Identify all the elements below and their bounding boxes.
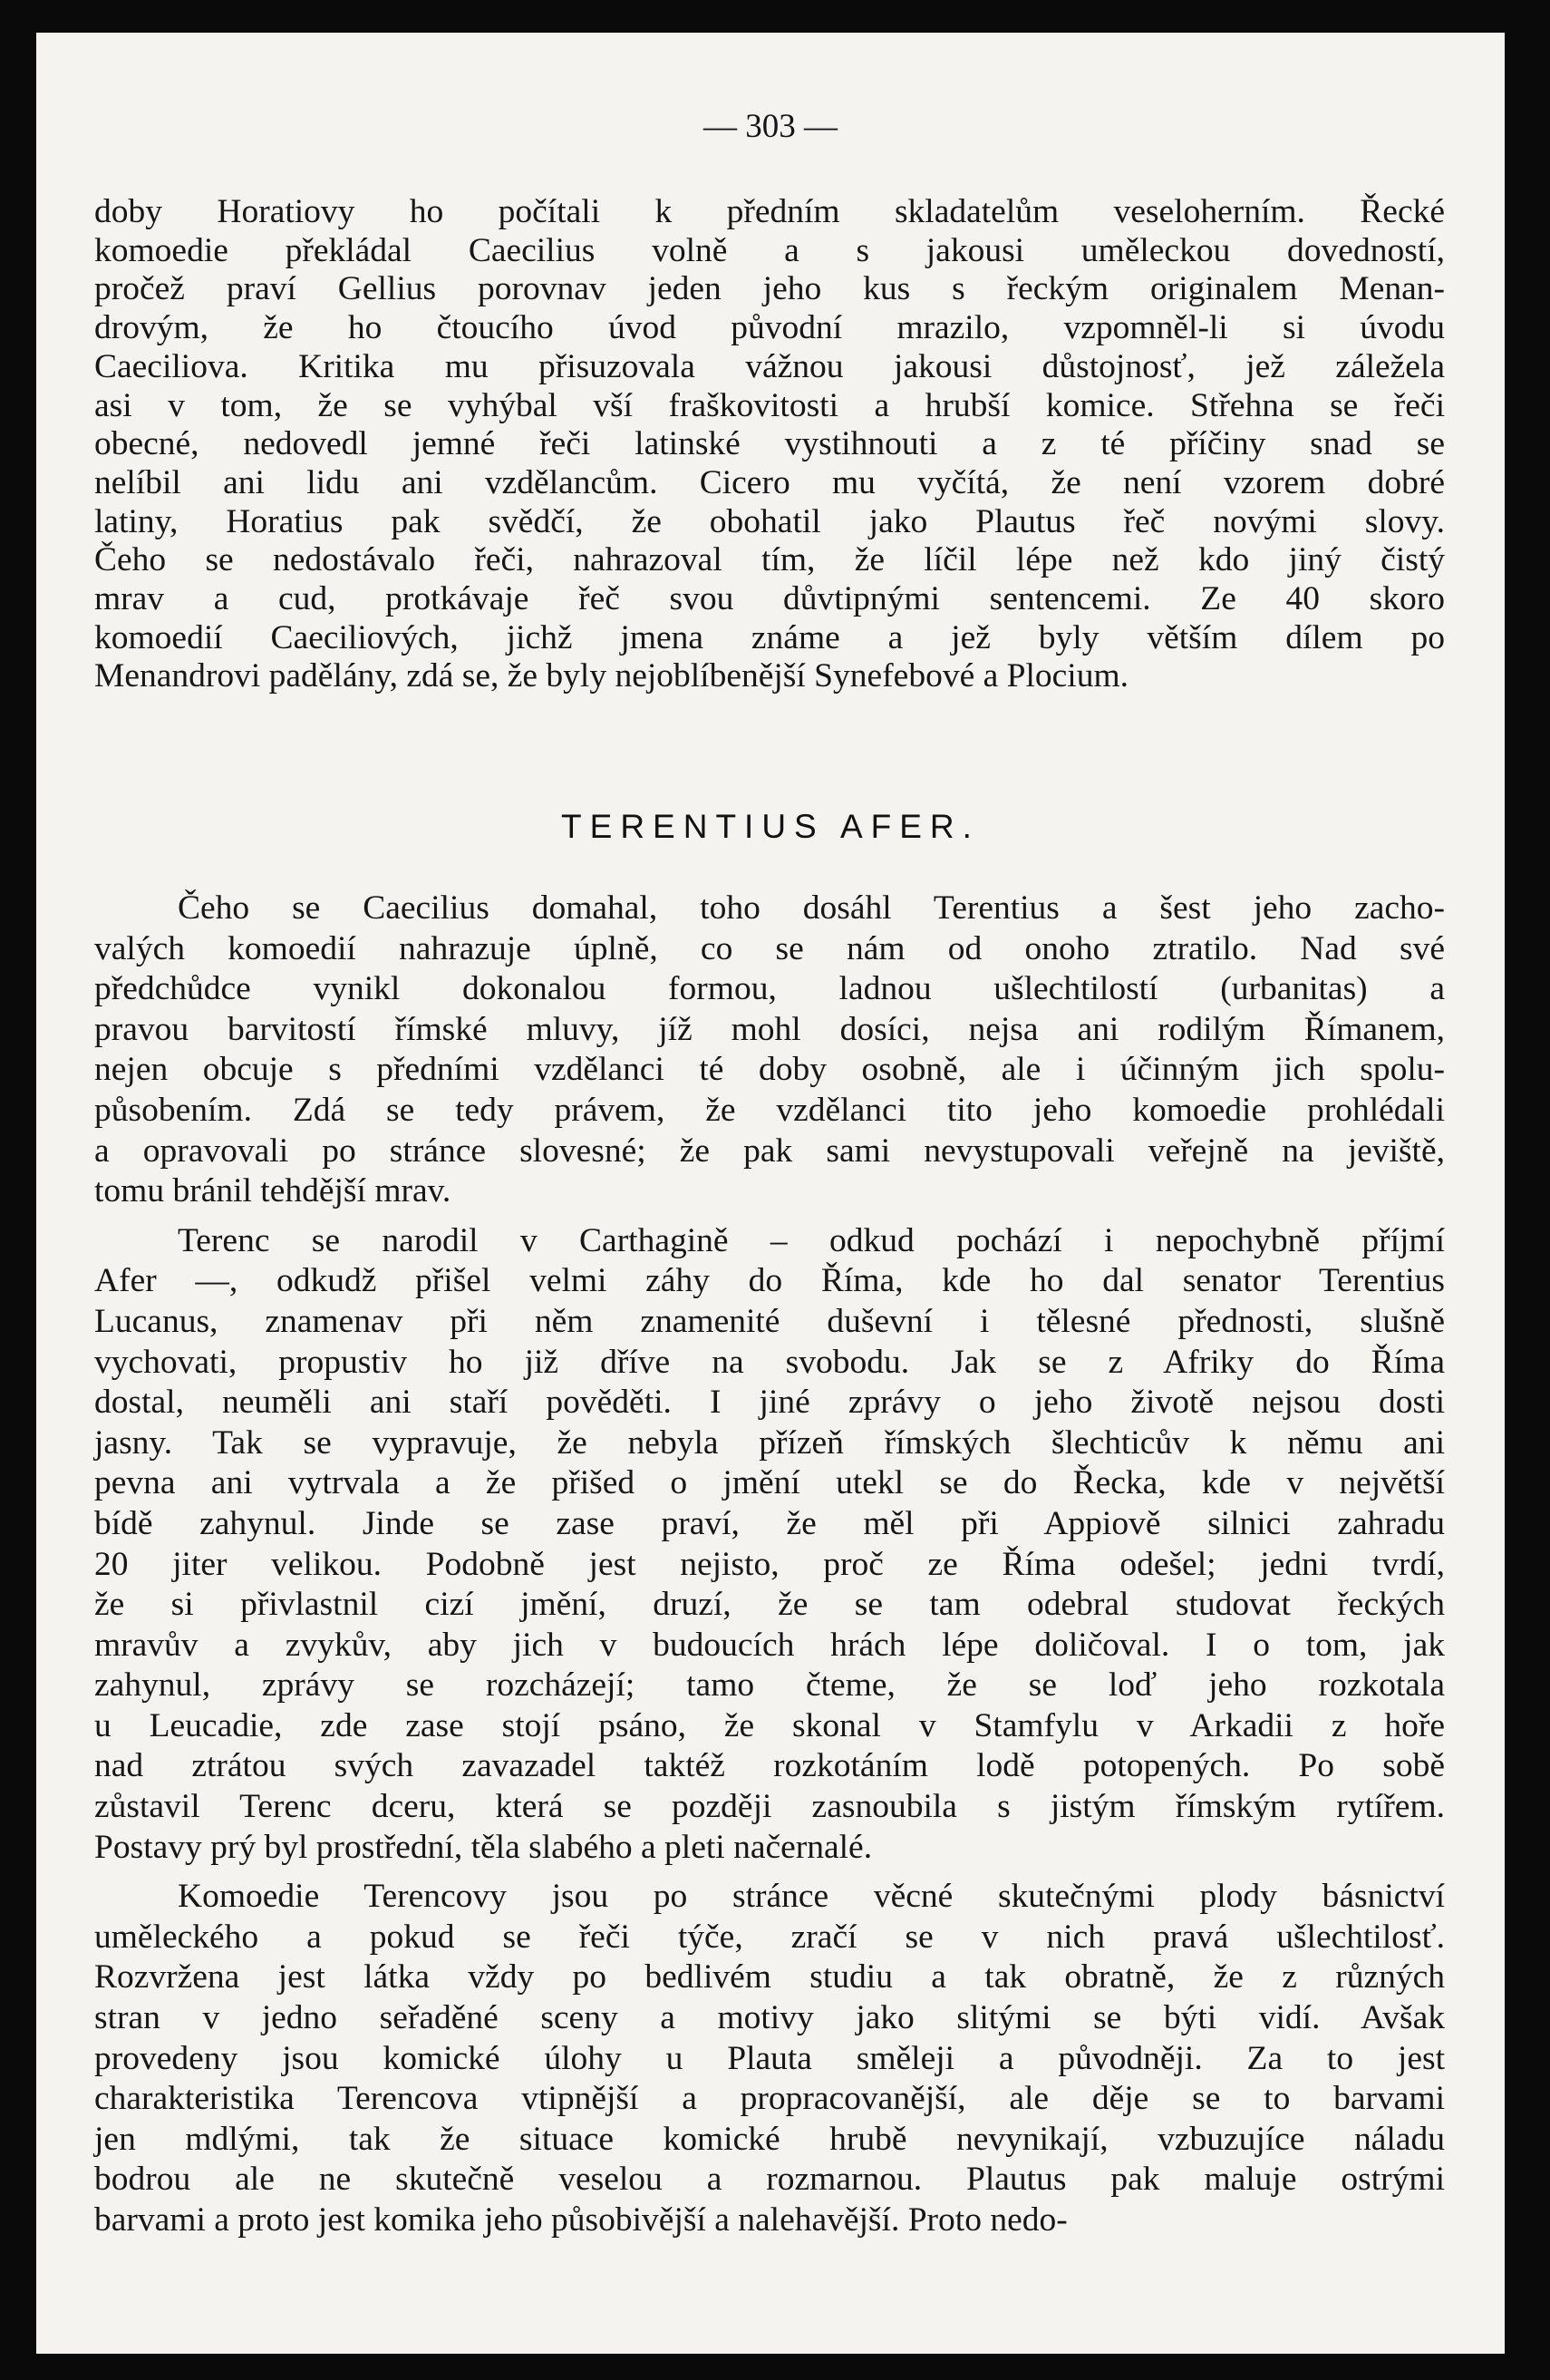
text-line: nejen obcuje s předními vzdělanci té doby osobně, ale i účinným jich spolu- <box>94 1051 1445 1089</box>
text-line: valých komoedií nahrazuje úplně, co se nám od onoho ztratilo. Nad své <box>94 929 1445 967</box>
section-body <box>94 889 1445 2241</box>
text-line: u Leucadie, zde zase stojí psáno, že skonal v Stamfylu v Arkadii z hoře <box>94 1706 1445 1744</box>
text-line: vychovati, propustiv ho již dříve na svobodu. Jak se z Afriky do Říma <box>94 1343 1445 1381</box>
text-line: pravou barvitostí římské mluvy, jíž mohl dosíci, nejsa ani rodilým Římanem, <box>94 1010 1445 1048</box>
paragraph <box>94 889 1445 1212</box>
text-line: stran v jedno seřaděné sceny a motivy jako slitými se býti vidí. Avšak <box>94 1999 1445 2037</box>
page-number: — 303 — <box>703 108 838 145</box>
text-line: Čeho se Caecilius domahal, toho dosáhl Terentius a šest jeho zacho- <box>178 889 1445 927</box>
intro-paragraph <box>94 193 1445 696</box>
text-line: že si přivlastnil cizí jmění, druzí, že se tam odebral studovat řeckých <box>94 1586 1445 1624</box>
section-heading: TERENTIUS AFER. <box>561 808 980 845</box>
text-line: Komoedie Terencovy jsou po stránce věcné skutečnými plody básnictví <box>178 1878 1445 1916</box>
text-line: Caeciliova. Kritika mu přisuzovala vážnou jakousi důstojnosť, jež záležela <box>94 347 1445 385</box>
text-line: dostal, neuměli ani staří pověděti. I jiné zprávy o jeho životě nejsou dosti <box>94 1384 1445 1422</box>
text-line: Afer —, odkudž přišel velmi záhy do Říma, kde ho dal senator Terentius <box>94 1262 1445 1300</box>
text-line: bídě zahynul. Jinde se zase praví, že měl při Appiově silnici zahradu <box>94 1504 1445 1542</box>
text-line: charakteristika Terencova vtipnější a propracovanější, ale děje se to barvami <box>94 2080 1445 2118</box>
paragraph <box>94 1877 1445 2240</box>
text-line: mravův a zvykův, aby jich v budoucích hrách lépe doličoval. I o tom, jak <box>94 1626 1445 1664</box>
book-page <box>36 33 1505 2354</box>
text-line: komoedie překládal Caecilius volně a s jakousi uměleckou dovedností, <box>94 231 1445 269</box>
text-line: Menandrovi padělány, zdá se, že byly nejoblíbenější Synefebové a Plocium. <box>94 657 1129 695</box>
text-line: mrav a cud, protkávaje řeč svou důvtipnými sentencemi. Ze 40 skoro <box>94 580 1445 618</box>
text-line: nelíbil ani lidu ani vzdělancům. Cicero mu vyčítá, že není vzorem dobré <box>94 463 1445 501</box>
paragraph <box>94 1221 1445 1869</box>
text-line: Terenc se narodil v Carthagině – odkud pochází i nepochybně příjmí <box>178 1221 1445 1259</box>
text-line: pročež praví Gellius porovnav jeden jeho kus s řeckým originalem Menan- <box>94 270 1445 308</box>
text-line: jasny. Tak se vypravuje, že nebyla přízeň římských šlechticův k němu ani <box>94 1423 1445 1462</box>
text-line: působením. Zdá se tedy právem, že vzdělanci tito jeho komoedie prohlédali <box>94 1091 1445 1129</box>
text-line: a opravovali po stránce slovesné; že pak sami nevystupovali veřejně na jeviště, <box>94 1132 1445 1170</box>
text-line: uměleckého a pokud se řeči týče, zračí se v nich pravá ušlechtilosť. <box>94 1918 1445 1956</box>
text-line: předchůdce vynikl dokonalou formou, ladnou ušlechtilostí (urbanitas) a <box>94 970 1445 1008</box>
text-line: zůstavil Terenc dceru, která se později zasnoubila s jistým římským rytířem. <box>94 1788 1445 1826</box>
text-line: pevna ani vytrvala a že přišed o jmění utekl se do Řecka, kde v největší <box>94 1464 1445 1502</box>
text-line: tomu bránil tehdější mrav. <box>94 1172 451 1210</box>
text-line: jen mdlými, tak že situace komické hrubě nevynikají, vzbuzujíce náladu <box>94 2120 1445 2158</box>
text-line: bodrou ale ne skutečně veselou a rozmarnou. Plautus pak maluje ostrými <box>94 2161 1445 2199</box>
text-line: komoedií Caeciliových, jichž jmena známe a jež byly větším dílem po <box>94 618 1445 656</box>
text-line: zahynul, zprávy se rozcházejí; tamo čteme, že se loď jeho rozkotala <box>94 1666 1445 1705</box>
text-line: latiny, Horatius pak svědčí, že obohatil jako Plautus řeč novými slovy. <box>94 502 1445 540</box>
text-line: Čeho se nedostávalo řeči, nahrazoval tím, že líčil lépe než kdo jiný čistý <box>94 541 1445 579</box>
text-line: drovým, že ho čtoucího úvod původní mrazilo, vzpomněl-li si úvodu <box>94 309 1445 347</box>
text-line: 20 jiter velikou. Podobně jest nejisto, proč ze Říma odešel; jedni tvrdí, <box>94 1545 1445 1583</box>
text-line: Lucanus, znamenav při něm znamenité duševní i tělesné přednosti, slušně <box>94 1302 1445 1340</box>
text-line: asi v tom, že se vyhýbal vší fraškovitosti a hrubší komice. Střehna se řeči <box>94 386 1445 424</box>
text-line: nad ztrátou svých zavazadel taktéž rozkotáním lodě potopených. Po sobě <box>94 1747 1445 1785</box>
text-line: obecné, nedovedl jemné řeči latinské vystihnouti a z té příčiny snad se <box>94 425 1445 463</box>
text-line: barvami a proto jest komika jeho působivější a nalehavější. Proto nedo- <box>94 2201 1068 2239</box>
text-line: doby Horatiovy ho počítali k předním skladatelům veseloherním. Řecké <box>94 193 1445 230</box>
text-line: Postavy prý byl prostřední, těla slabého a pleti načernalé. <box>94 1828 873 1866</box>
text-line: Rozvržena jest látka vždy po bedlivém studiu a tak obratně, že z různých <box>94 1958 1445 1996</box>
text-line: provedeny jsou komické úlohy u Plauta směleji a původněji. Za to jest <box>94 2039 1445 2077</box>
